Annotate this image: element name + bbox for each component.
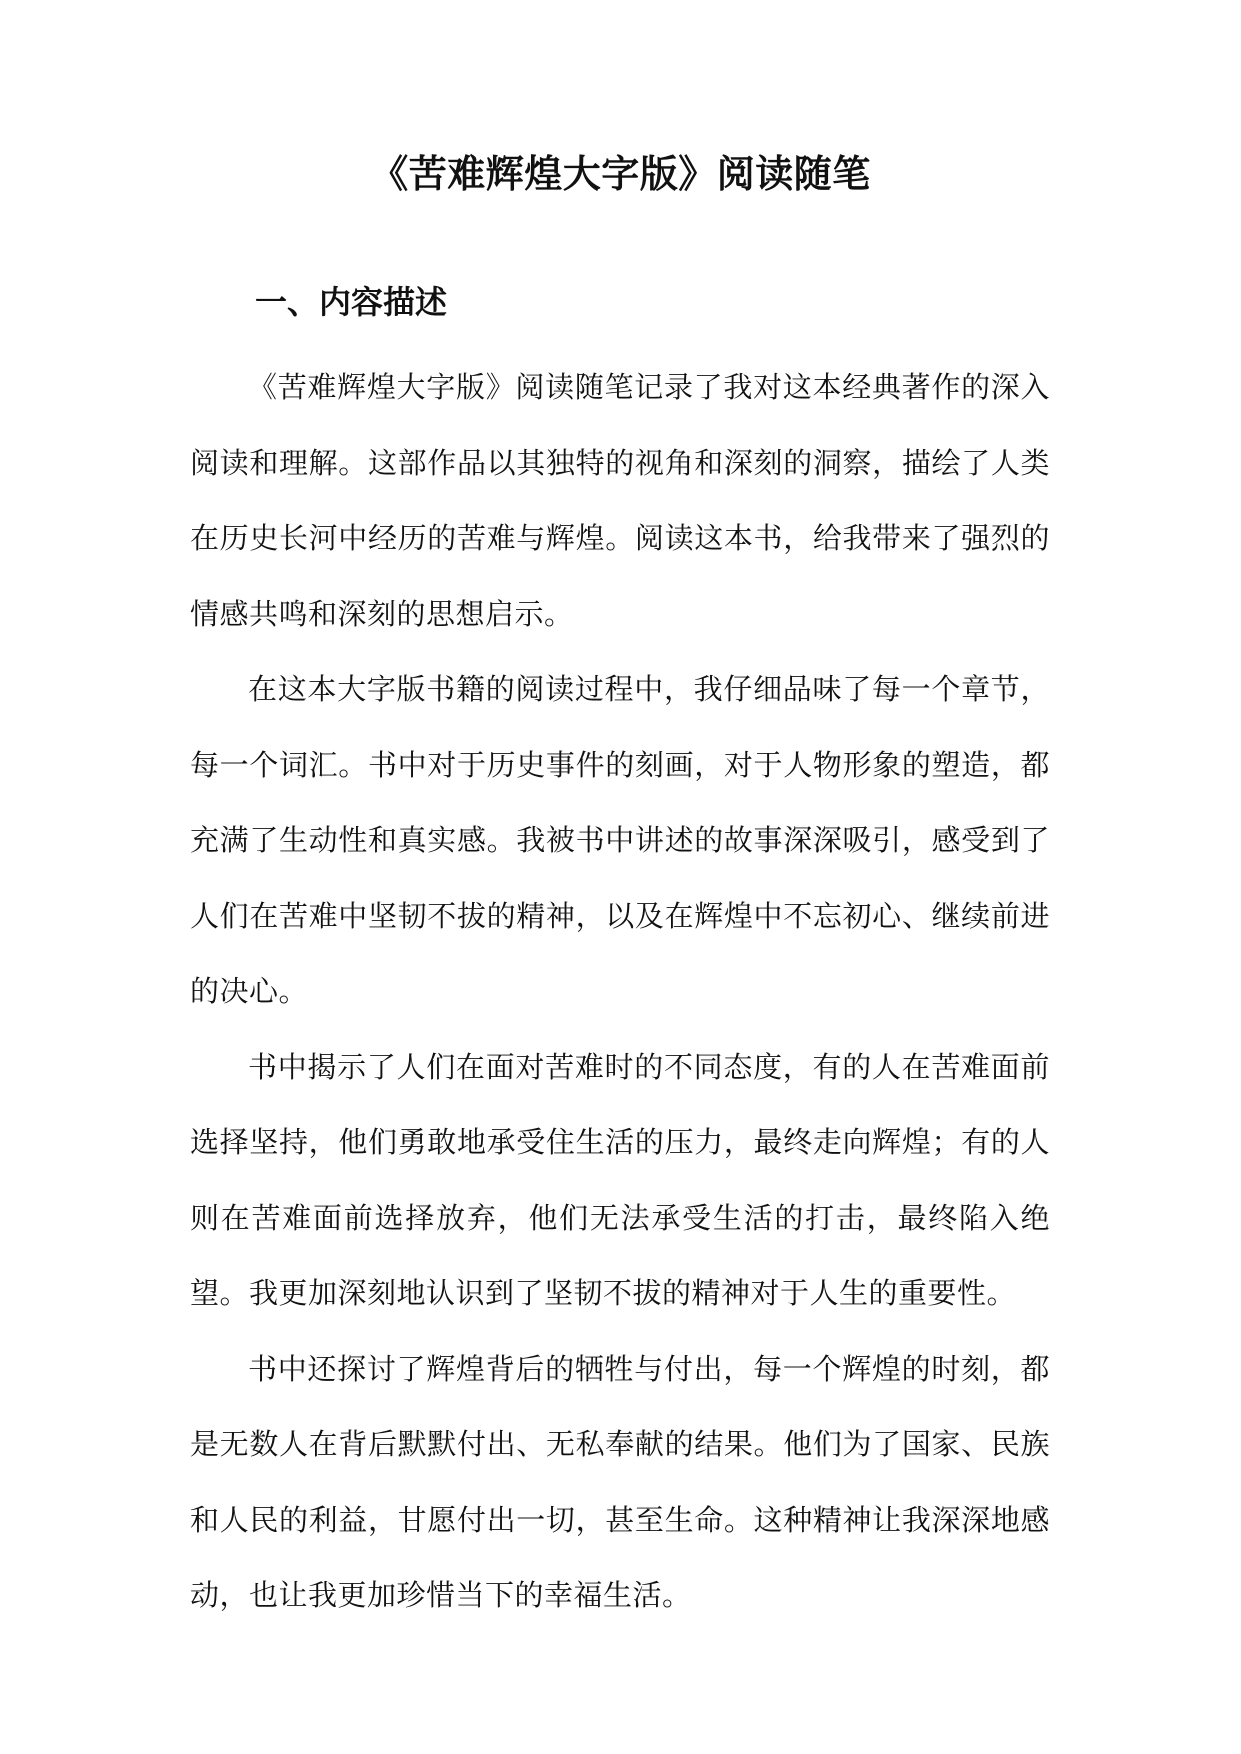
paragraph: 书中揭示了人们在面对苦难时的不同态度，有的人在苦难面前选择坚持，他们勇敢地承受住生活的压力，最终走向辉煌；有的人则在苦难面前选择放弃，他们无法承受生活的打击，最终陷入绝望。我更加深刻地认识到了坚韧不拔的精神对于人生的重要性。	[190, 1049, 1050, 1310]
section-heading: 一、内容描述	[255, 283, 448, 321]
paragraph: 书中还探讨了辉煌背后的牺牲与付出，每一个辉煌的时刻，都是无数人在背后默默付出、无私奉献的结果。他们为了国家、民族和人民的利益，甘愿付出一切，甚至生命。这种精神让我深深地感动，也让我更加珍惜当下的幸福生活。	[190, 1351, 1050, 1612]
section-body	[190, 350, 1050, 1634]
paragraph: 在这本大字版书籍的阅读过程中，我仔细品味了每一个章节，每一个词汇。书中对于历史事件的刻画，对于人物形象的塑造，都充满了生动性和真实感。我被书中讲述的故事深深吸引，感受到了人们在苦难中坚韧不拔的精神，以及在辉煌中不忘初心、继续前进的决心。	[190, 672, 1050, 1008]
paragraph: 《苦难辉煌大字版》阅读随笔记录了我对这本经典著作的深入阅读和理解。这部作品以其独特的视角和深刻的洞察，描绘了人类在历史长河中经历的苦难与辉煌。阅读这本书，给我带来了强烈的情感共鸣和深刻的思想启示。	[190, 370, 1050, 631]
document-title: 《苦难辉煌大字版》阅读随笔	[370, 151, 871, 196]
